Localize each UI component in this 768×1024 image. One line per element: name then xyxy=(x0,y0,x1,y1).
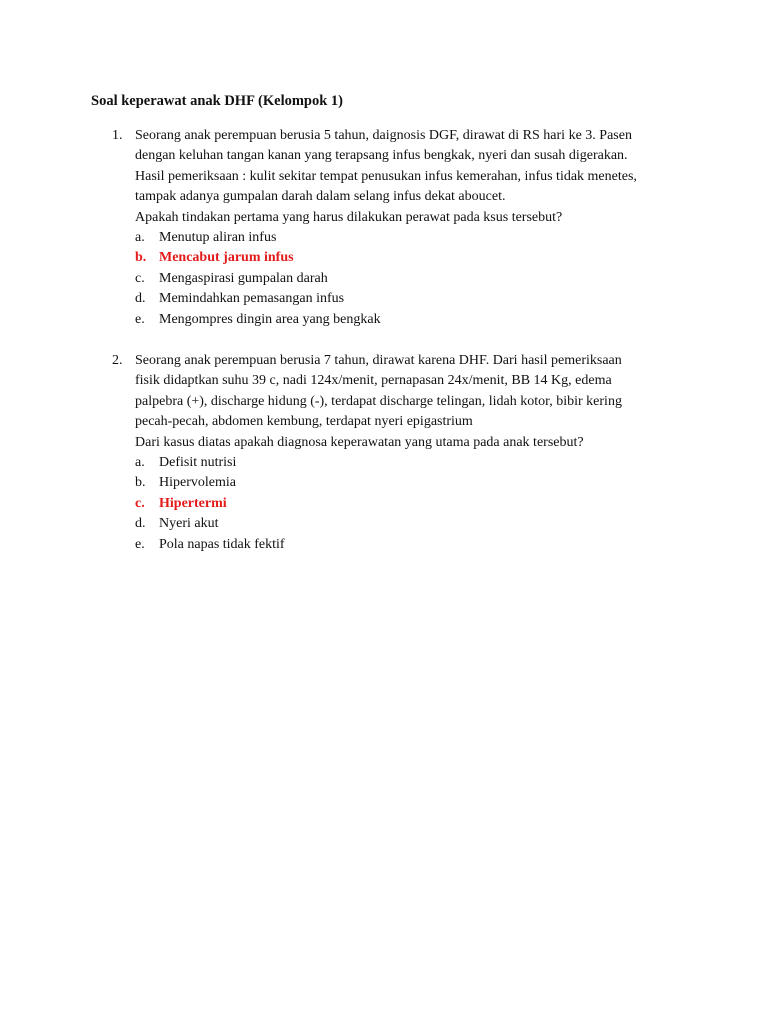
question-line: dengan keluhan tangan kanan yang terapsang infus bengkak, nyeri dan susah digerakan. xyxy=(135,148,628,164)
option-letter: b. xyxy=(135,475,146,491)
question-line: tampak adanya gumpalan darah dalam selang infus dekat aboucet. xyxy=(135,189,506,205)
question-prompt: Dari kasus diatas apakah diagnosa keperawatan yang utama pada anak tersebut? xyxy=(135,434,584,450)
question-2 xyxy=(112,351,672,555)
option-e xyxy=(112,535,672,555)
option-e xyxy=(112,310,672,330)
option-letter: d. xyxy=(135,516,146,532)
question-1 xyxy=(112,126,672,330)
option-b xyxy=(112,473,672,493)
question-line: Seorang anak perempuan berusia 5 tahun, daignosis DGF, dirawat di RS hari ke 3. Pasen xyxy=(135,128,632,143)
option-letter: e. xyxy=(135,536,145,552)
option-d xyxy=(112,514,672,534)
question-number: 2. xyxy=(112,353,123,368)
option-text: Defisit nutrisi xyxy=(159,455,237,471)
option-text: Nyeri akut xyxy=(159,516,219,532)
option-text: Mengompres dingin area yang bengkak xyxy=(159,311,381,327)
option-text: Hipertermi xyxy=(159,495,227,511)
option-text: Mencabut jarum infus xyxy=(159,250,294,266)
option-text: Hipervolemia xyxy=(159,475,236,491)
question-text xyxy=(135,126,672,228)
option-letter: d. xyxy=(135,291,146,307)
question-text xyxy=(135,351,672,453)
option-text: Pola napas tidak fektif xyxy=(159,536,285,552)
option-a xyxy=(112,228,672,248)
option-letter: b. xyxy=(135,250,147,266)
option-text: Memindahkan pemasangan infus xyxy=(159,291,345,307)
question-line: pecah-pecah, abdomen kembung, terdapat nyeri epigastrium xyxy=(135,414,473,430)
question-line: palpebra (+), discharge hidung (-), terdapat discharge telingan, lidah kotor, bibir kering xyxy=(135,393,622,409)
option-d xyxy=(112,289,672,309)
option-letter: e. xyxy=(135,311,145,327)
question-line: fisik didaptkan suhu 39 c, nadi 124x/menit, pernapasan 24x/menit, BB 14 Kg, edema xyxy=(135,373,612,389)
option-text: Mengaspirasi gumpalan darah xyxy=(159,270,328,286)
option-a xyxy=(112,453,672,473)
answer-options xyxy=(112,228,672,330)
answer-options xyxy=(112,453,672,555)
option-b-correct-answer xyxy=(112,248,672,268)
question-prompt: Apakah tindakan pertama yang harus dilakukan perawat pada ksus tersebut? xyxy=(135,209,563,225)
option-letter: c. xyxy=(135,270,145,286)
option-c-correct-answer xyxy=(112,494,672,514)
document-title: Soal keperawat anak DHF (Kelompok 1) xyxy=(91,93,344,109)
option-text: Menutup aliran infus xyxy=(159,230,277,246)
option-letter: a. xyxy=(135,230,145,246)
option-c xyxy=(112,269,672,289)
option-letter: a. xyxy=(135,455,145,471)
question-line: Seorang anak perempuan berusia 7 tahun, dirawat karena DHF. Dari hasil pemeriksaan xyxy=(135,353,622,368)
question-number: 1. xyxy=(112,128,123,143)
option-letter: c. xyxy=(135,495,145,511)
question-line: Hasil pemeriksaan : kulit sekitar tempat penusukan infus kemerahan, infus tidak menetes, xyxy=(135,168,637,184)
